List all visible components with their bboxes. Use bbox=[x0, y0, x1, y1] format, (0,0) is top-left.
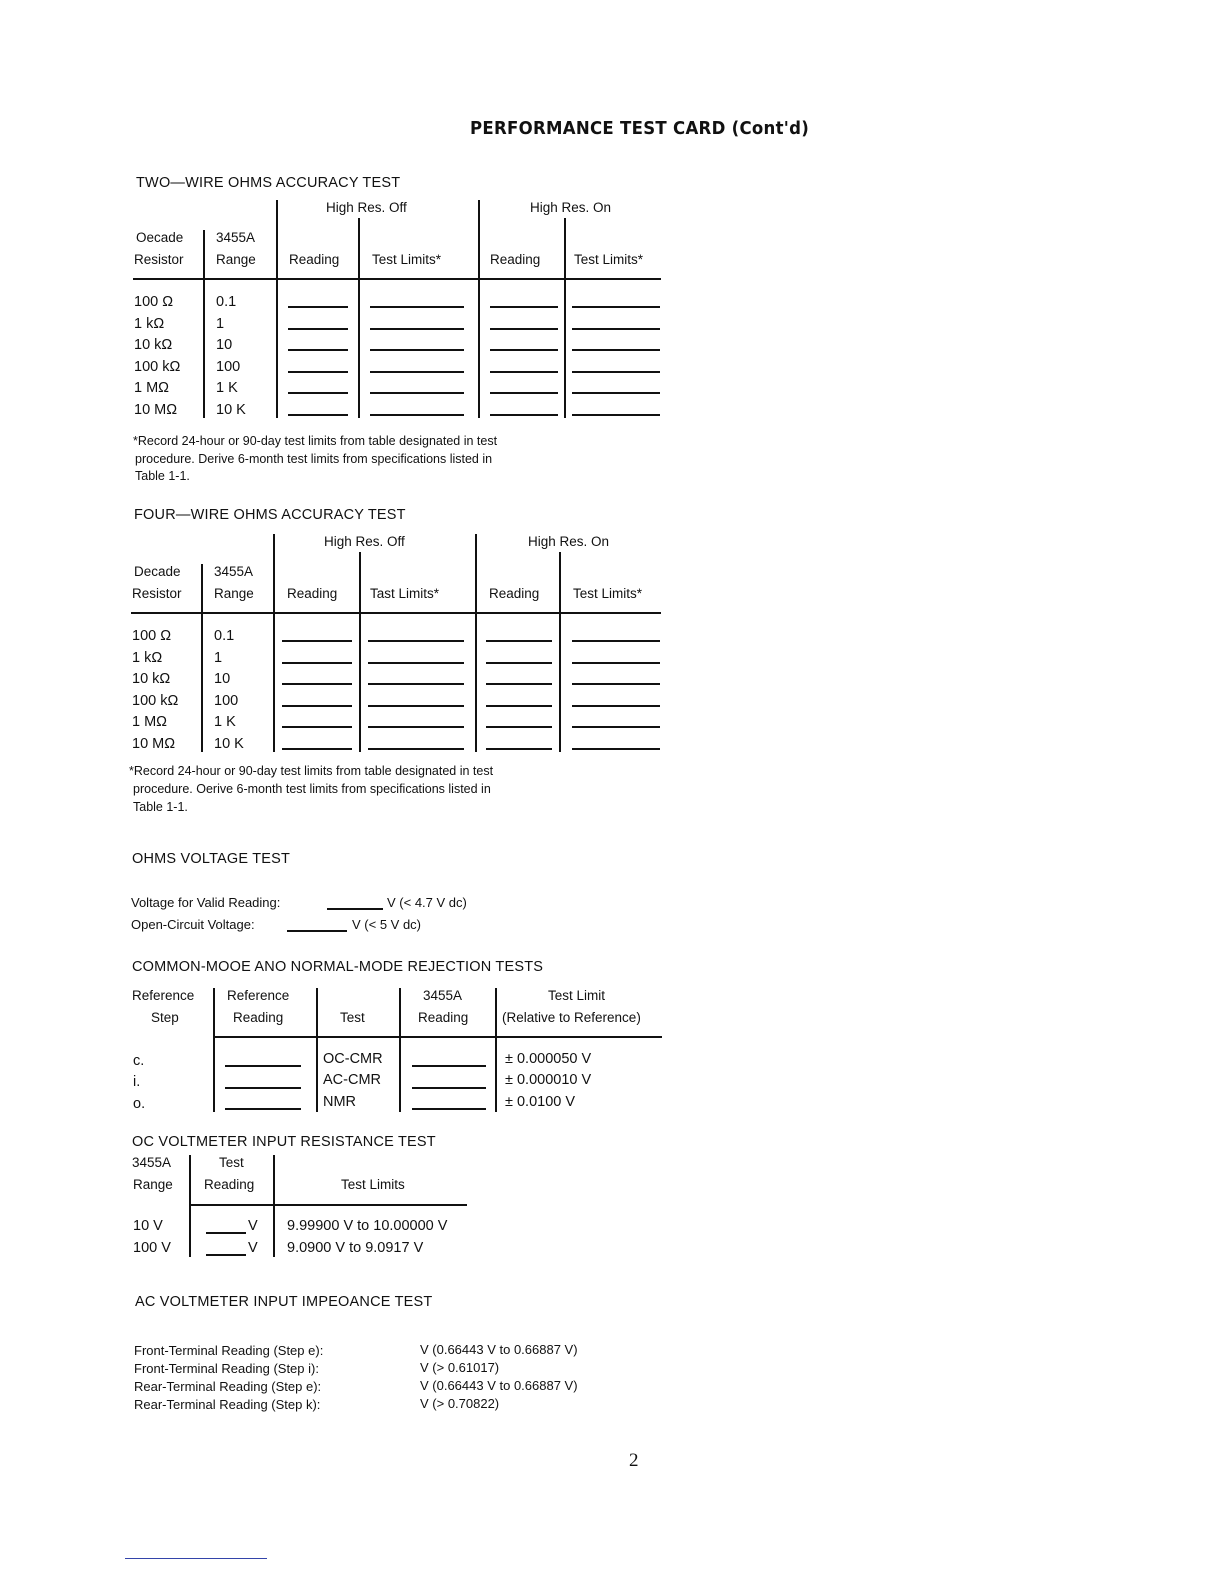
col-limits-on: Test Limits* bbox=[574, 252, 644, 267]
two-wire-note-2: procedure. Derive 6-month test limits from specifications listed in bbox=[135, 452, 493, 466]
table-row-range: 0.1 bbox=[214, 628, 235, 644]
table-row-resistor: 10 MΩ bbox=[134, 402, 178, 418]
table-row-range: 100 bbox=[214, 693, 239, 709]
col-range-1: 3455A bbox=[216, 230, 256, 245]
table-row-resistor: 1 MΩ bbox=[134, 380, 170, 396]
col-reading-2: Reading bbox=[204, 1177, 255, 1192]
table-row-resistor: 10 MΩ bbox=[132, 736, 176, 752]
table-row-step: o. bbox=[133, 1096, 146, 1112]
col-ref-step-1: Reference bbox=[132, 988, 195, 1003]
col-limits-off: Tast Limits* bbox=[370, 586, 440, 601]
table-row-range: 1 bbox=[214, 650, 223, 666]
table-row-resistor: 1 kΩ bbox=[132, 650, 163, 666]
table-row-unit: V bbox=[248, 1218, 258, 1234]
col-decade-1: Oecade bbox=[136, 230, 184, 245]
col-limit-2: (Relative to Reference) bbox=[502, 1010, 641, 1025]
table-row-range: 1 bbox=[216, 316, 225, 332]
four-wire-note-3: Table 1-1. bbox=[133, 800, 188, 814]
table-row-resistor: 100 Ω bbox=[134, 294, 174, 310]
four-wire-note-2: procedure. Oerive 6-month test limits from specifications listed in bbox=[133, 782, 491, 796]
table-row-limit: ± 0.0100 V bbox=[505, 1094, 576, 1110]
valid-reading-label: Voltage for Valid Reading: bbox=[131, 895, 281, 910]
list-item-label: Front-Terminal Reading (Step e): bbox=[134, 1343, 324, 1358]
list-item-value: V (> 0.61017) bbox=[420, 1360, 500, 1375]
table-row-range: 1 K bbox=[216, 380, 238, 396]
col-reading-on: Reading bbox=[489, 586, 540, 601]
col-test: Test bbox=[340, 1010, 365, 1025]
table-row-test: NMR bbox=[323, 1094, 357, 1110]
group-high-res-on: High Res. On bbox=[528, 534, 610, 549]
rejection-title: COMMON-MOOE ANO NORMAL-MODE REJECTION TESTS bbox=[132, 959, 544, 975]
list-item-label: Rear-Terminal Reading (Step e): bbox=[134, 1379, 322, 1394]
table-row-range: 100 bbox=[216, 359, 241, 375]
col-ref-reading-1: Reference bbox=[227, 988, 290, 1003]
ac-input-title: AC VOLTMETER INPUT IMPEOANCE TEST bbox=[135, 1294, 433, 1310]
group-high-res-off: High Res. Off bbox=[324, 534, 405, 549]
col-range-2: Range bbox=[216, 252, 256, 267]
group-high-res-off: High Res. Off bbox=[326, 200, 407, 215]
two-wire-note-1: *Record 24-hour or 90-day test limits from table designated in test bbox=[133, 434, 498, 448]
table-row-limits: 9.0900 V to 9.0917 V bbox=[287, 1240, 424, 1256]
page-title: PERFORMANCE TEST CARD (Cont'd) bbox=[470, 118, 810, 139]
table-row-step: i. bbox=[133, 1074, 141, 1090]
table-row-resistor: 10 kΩ bbox=[132, 671, 171, 687]
valid-reading-field[interactable] bbox=[327, 908, 383, 910]
table-row-range: 10 bbox=[214, 671, 231, 687]
two-wire-title: TWO—WIRE OHMS ACCURACY TEST bbox=[136, 175, 401, 191]
table-row-resistor: 1 MΩ bbox=[132, 714, 168, 730]
table-row-resistor: 10 kΩ bbox=[134, 337, 173, 353]
four-wire-title: FOUR—WIRE OHMS ACCURACY TEST bbox=[134, 507, 406, 523]
table-row-test: OC-CMR bbox=[323, 1051, 383, 1067]
table-row-unit: V bbox=[248, 1240, 258, 1256]
four-wire-note-1: *Record 24-hour or 90-day test limits from table designated in test bbox=[129, 764, 494, 778]
valid-reading-limit: V (< 4.7 V dc) bbox=[387, 895, 467, 910]
col-decade-2: Resistor bbox=[132, 586, 182, 601]
col-reading-off: Reading bbox=[287, 586, 338, 601]
group-high-res-on: High Res. On bbox=[530, 200, 612, 215]
list-item-label: Rear-Terminal Reading (Step k): bbox=[134, 1397, 321, 1412]
col-limits: Test Limits bbox=[341, 1177, 405, 1192]
test-reading-field[interactable] bbox=[206, 1254, 246, 1256]
table-row-step: c. bbox=[133, 1053, 145, 1069]
test-reading-field[interactable] bbox=[206, 1232, 246, 1234]
table-row-range: 10 K bbox=[216, 402, 246, 418]
page-number: 2 bbox=[629, 1450, 639, 1471]
col-decade-1: Decade bbox=[134, 564, 181, 579]
col-decade-2: Resistor bbox=[134, 252, 184, 267]
open-circuit-field[interactable] bbox=[287, 930, 347, 932]
table-row-range: 1 K bbox=[214, 714, 236, 730]
col-limits-off: Test Limits* bbox=[372, 252, 442, 267]
col-range-2: Range bbox=[214, 586, 254, 601]
footnote-rule bbox=[125, 1558, 267, 1559]
table-row-resistor: 100 kΩ bbox=[134, 359, 181, 375]
table-row-limit: ± 0.000010 V bbox=[505, 1072, 592, 1088]
col-reading-1: Test bbox=[219, 1155, 244, 1170]
table-row-test: AC-CMR bbox=[323, 1072, 381, 1088]
col-range-1: 3455A bbox=[214, 564, 254, 579]
table-row-resistor: 100 Ω bbox=[132, 628, 172, 644]
col-reading-on: Reading bbox=[490, 252, 541, 267]
two-wire-note-3: Table 1-1. bbox=[135, 469, 190, 483]
col-range-2: Range bbox=[133, 1177, 173, 1192]
table-row-range: 0.1 bbox=[216, 294, 237, 310]
open-circuit-label: Open-Circuit Voltage: bbox=[131, 917, 255, 932]
table-row-range: 10 bbox=[216, 337, 233, 353]
list-item-value: V (0.66443 V to 0.66887 V) bbox=[420, 1378, 578, 1393]
col-ref-step-2: Step bbox=[151, 1010, 179, 1025]
ohms-voltage-title: OHMS VOLTAGE TEST bbox=[132, 851, 291, 867]
list-item-value: V (> 0.70822) bbox=[420, 1396, 500, 1411]
table-row-limit: ± 0.000050 V bbox=[505, 1051, 592, 1067]
col-reading-1: 3455A bbox=[423, 988, 463, 1003]
table-row-resistor: 1 kΩ bbox=[134, 316, 165, 332]
dc-input-title: OC VOLTMETER INPUT RESISTANCE TEST bbox=[132, 1134, 436, 1150]
table-row-range: 10 K bbox=[214, 736, 244, 752]
list-item-label: Front-Terminal Reading (Step i): bbox=[134, 1361, 319, 1376]
table-row-range: 100 V bbox=[133, 1240, 171, 1256]
list-item-value: V (0.66443 V to 0.66887 V) bbox=[420, 1342, 578, 1357]
table-row-limits: 9.99900 V to 10.00000 V bbox=[287, 1218, 448, 1234]
col-limits-on: Test Limits* bbox=[573, 586, 643, 601]
table-row-resistor: 100 kΩ bbox=[132, 693, 179, 709]
table-row-range: 10 V bbox=[133, 1218, 163, 1234]
col-reading-off: Reading bbox=[289, 252, 340, 267]
col-ref-reading-2: Reading bbox=[233, 1010, 284, 1025]
open-circuit-limit: V (< 5 V dc) bbox=[352, 917, 421, 932]
col-range-1: 3455A bbox=[132, 1155, 172, 1170]
col-reading-2: Reading bbox=[418, 1010, 469, 1025]
col-limit-1: Test Limit bbox=[548, 988, 606, 1003]
